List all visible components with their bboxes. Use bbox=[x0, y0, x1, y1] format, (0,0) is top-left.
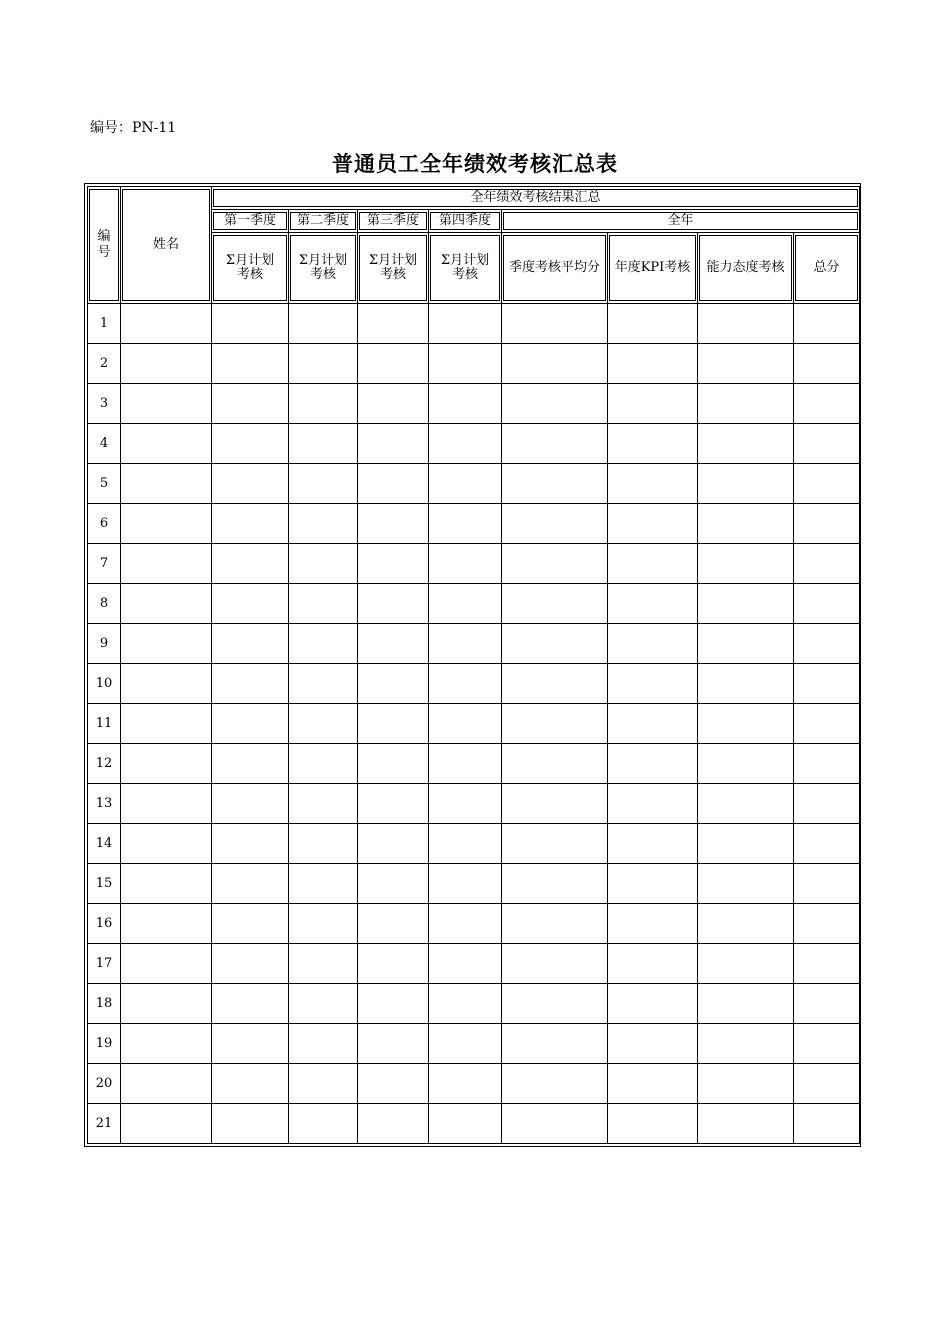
table-row bbox=[88, 384, 860, 424]
entry-cell[interactable] bbox=[608, 584, 698, 624]
entry-cell[interactable] bbox=[698, 864, 794, 904]
entry-cell[interactable] bbox=[212, 744, 289, 784]
quarter-1-sub: Σ月计划考核 bbox=[225, 253, 275, 282]
entry-cell[interactable] bbox=[794, 504, 860, 544]
row-number-cell bbox=[88, 464, 121, 504]
quarter-sub-cell bbox=[358, 233, 429, 304]
quarter-header-cell bbox=[289, 210, 358, 233]
entry-cell[interactable] bbox=[608, 464, 698, 504]
entry-cell[interactable] bbox=[429, 344, 502, 384]
entry-cell[interactable] bbox=[698, 984, 794, 1024]
entry-cell[interactable] bbox=[502, 664, 608, 704]
entry-cell[interactable] bbox=[429, 304, 502, 344]
entry-cell[interactable] bbox=[794, 384, 860, 424]
row-number-cell bbox=[88, 984, 121, 1024]
entry-cell[interactable] bbox=[698, 584, 794, 624]
entry-cell[interactable] bbox=[212, 1104, 289, 1144]
entry-cell[interactable] bbox=[121, 704, 212, 744]
entry-cell[interactable] bbox=[502, 704, 608, 744]
entry-cell[interactable] bbox=[289, 424, 358, 464]
table-row bbox=[88, 344, 860, 384]
entry-cell[interactable] bbox=[502, 784, 608, 824]
entry-cell[interactable] bbox=[289, 1024, 358, 1064]
entry-cell[interactable] bbox=[121, 464, 212, 504]
summary-table-frame bbox=[84, 183, 861, 1147]
group-header-cell bbox=[212, 187, 860, 210]
table-row bbox=[88, 784, 860, 824]
entry-cell[interactable] bbox=[358, 904, 429, 944]
entry-cell[interactable] bbox=[698, 944, 794, 984]
entry-cell[interactable] bbox=[429, 584, 502, 624]
entry-cell[interactable] bbox=[429, 1024, 502, 1064]
table-row bbox=[88, 824, 860, 864]
year-col-cell bbox=[502, 233, 608, 304]
row-number: 5 bbox=[99, 475, 109, 491]
entry-cell[interactable] bbox=[289, 504, 358, 544]
row-number-cell bbox=[88, 864, 121, 904]
entry-cell[interactable] bbox=[358, 1024, 429, 1064]
row-number: 4 bbox=[99, 435, 109, 451]
year-col-cell bbox=[794, 233, 860, 304]
entry-cell[interactable] bbox=[608, 664, 698, 704]
entry-cell[interactable] bbox=[358, 944, 429, 984]
row-number-cell bbox=[88, 944, 121, 984]
table-row bbox=[88, 1064, 860, 1104]
entry-cell[interactable] bbox=[502, 864, 608, 904]
entry-cell[interactable] bbox=[502, 824, 608, 864]
entry-cell[interactable] bbox=[358, 664, 429, 704]
entry-cell[interactable] bbox=[289, 1064, 358, 1104]
entry-cell[interactable] bbox=[608, 704, 698, 744]
entry-cell[interactable] bbox=[429, 944, 502, 984]
entry-cell[interactable] bbox=[121, 504, 212, 544]
entry-cell[interactable] bbox=[358, 784, 429, 824]
entry-cell[interactable] bbox=[502, 984, 608, 1024]
entry-cell[interactable] bbox=[698, 624, 794, 664]
entry-cell[interactable] bbox=[794, 984, 860, 1024]
quarter-header-cell bbox=[429, 210, 502, 233]
entry-cell[interactable] bbox=[212, 344, 289, 384]
full-year-header-cell bbox=[502, 210, 860, 233]
entry-cell[interactable] bbox=[212, 464, 289, 504]
row-number: 3 bbox=[99, 395, 109, 411]
entry-cell[interactable] bbox=[794, 584, 860, 624]
entry-cell[interactable] bbox=[794, 744, 860, 784]
entry-cell[interactable] bbox=[358, 1064, 429, 1104]
entry-cell[interactable] bbox=[502, 304, 608, 344]
entry-cell[interactable] bbox=[289, 864, 358, 904]
entry-cell[interactable] bbox=[289, 904, 358, 944]
entry-cell[interactable] bbox=[502, 904, 608, 944]
entry-cell[interactable] bbox=[212, 584, 289, 624]
row-number: 20 bbox=[95, 1075, 113, 1091]
entry-cell[interactable] bbox=[698, 1024, 794, 1064]
row-number: 17 bbox=[95, 955, 113, 971]
entry-cell[interactable] bbox=[212, 944, 289, 984]
row-number: 6 bbox=[99, 515, 109, 531]
entry-cell[interactable] bbox=[212, 624, 289, 664]
entry-cell[interactable] bbox=[358, 864, 429, 904]
row-number: 15 bbox=[95, 875, 113, 891]
entry-cell[interactable] bbox=[608, 1104, 698, 1144]
entry-cell[interactable] bbox=[429, 544, 502, 584]
row-number: 19 bbox=[95, 1035, 113, 1051]
entry-cell[interactable] bbox=[502, 504, 608, 544]
entry-cell[interactable] bbox=[429, 1064, 502, 1104]
entry-cell[interactable] bbox=[429, 624, 502, 664]
entry-cell[interactable] bbox=[502, 944, 608, 984]
entry-cell[interactable] bbox=[794, 1104, 860, 1144]
entry-cell[interactable] bbox=[429, 704, 502, 744]
row-number: 9 bbox=[99, 635, 109, 651]
entry-cell[interactable] bbox=[358, 624, 429, 664]
entry-cell[interactable] bbox=[794, 864, 860, 904]
row-number-cell bbox=[88, 744, 121, 784]
entry-cell[interactable] bbox=[429, 984, 502, 1024]
entry-cell[interactable] bbox=[121, 1104, 212, 1144]
entry-cell[interactable] bbox=[502, 624, 608, 664]
year-col-cell bbox=[608, 233, 698, 304]
table-row bbox=[88, 504, 860, 544]
entry-cell[interactable] bbox=[121, 384, 212, 424]
entry-cell[interactable] bbox=[502, 1064, 608, 1104]
entry-cell[interactable] bbox=[608, 904, 698, 944]
entry-cell[interactable] bbox=[358, 384, 429, 424]
table-body bbox=[88, 304, 860, 1144]
entry-cell[interactable] bbox=[358, 744, 429, 784]
entry-cell[interactable] bbox=[358, 824, 429, 864]
entry-cell[interactable] bbox=[698, 344, 794, 384]
entry-cell[interactable] bbox=[794, 464, 860, 504]
entry-cell[interactable] bbox=[698, 704, 794, 744]
entry-cell[interactable] bbox=[358, 424, 429, 464]
table-row bbox=[88, 904, 860, 944]
entry-cell[interactable] bbox=[429, 784, 502, 824]
entry-cell[interactable] bbox=[608, 984, 698, 1024]
row-number-cell bbox=[88, 304, 121, 344]
table-row bbox=[88, 584, 860, 624]
entry-cell[interactable] bbox=[121, 784, 212, 824]
entry-cell[interactable] bbox=[429, 504, 502, 544]
quarter-sub-cell bbox=[212, 233, 289, 304]
entry-cell[interactable] bbox=[121, 984, 212, 1024]
entry-cell[interactable] bbox=[212, 984, 289, 1024]
table-row bbox=[88, 424, 860, 464]
entry-cell[interactable] bbox=[289, 584, 358, 624]
row-number-cell bbox=[88, 504, 121, 544]
entry-cell[interactable] bbox=[502, 744, 608, 784]
entry-cell[interactable] bbox=[429, 824, 502, 864]
quarter-header-cell bbox=[358, 210, 429, 233]
entry-cell[interactable] bbox=[502, 1024, 608, 1064]
year-col-average: 季度考核平均分 bbox=[508, 260, 600, 275]
entry-cell[interactable] bbox=[429, 464, 502, 504]
entry-cell[interactable] bbox=[794, 624, 860, 664]
entry-cell[interactable] bbox=[121, 864, 212, 904]
entry-cell[interactable] bbox=[289, 464, 358, 504]
table-row bbox=[88, 984, 860, 1024]
entry-cell[interactable] bbox=[429, 664, 502, 704]
entry-cell[interactable] bbox=[358, 504, 429, 544]
entry-cell[interactable] bbox=[289, 824, 358, 864]
quarter-2-sub: Σ月计划考核 bbox=[298, 253, 348, 282]
row-number: 18 bbox=[95, 995, 113, 1011]
row-number-cell bbox=[88, 344, 121, 384]
table-row bbox=[88, 544, 860, 584]
entry-cell[interactable] bbox=[698, 664, 794, 704]
entry-cell[interactable] bbox=[794, 304, 860, 344]
row-number: 1 bbox=[99, 315, 109, 331]
entry-cell[interactable] bbox=[358, 464, 429, 504]
entry-cell[interactable] bbox=[608, 784, 698, 824]
entry-cell[interactable] bbox=[289, 664, 358, 704]
entry-cell[interactable] bbox=[698, 824, 794, 864]
entry-cell[interactable] bbox=[608, 384, 698, 424]
entry-cell[interactable] bbox=[212, 304, 289, 344]
entry-cell[interactable] bbox=[358, 544, 429, 584]
entry-cell[interactable] bbox=[608, 504, 698, 544]
row-number: 13 bbox=[95, 795, 113, 811]
entry-cell[interactable] bbox=[212, 544, 289, 584]
entry-cell[interactable] bbox=[608, 1024, 698, 1064]
row-number: 12 bbox=[95, 755, 113, 771]
row-number-cell bbox=[88, 384, 121, 424]
entry-cell[interactable] bbox=[794, 544, 860, 584]
entry-cell[interactable] bbox=[289, 544, 358, 584]
row-number-cell bbox=[88, 824, 121, 864]
table-row bbox=[88, 864, 860, 904]
entry-cell[interactable] bbox=[794, 704, 860, 744]
entry-cell[interactable] bbox=[212, 384, 289, 424]
entry-cell[interactable] bbox=[212, 664, 289, 704]
year-col-cell bbox=[698, 233, 794, 304]
row-number-cell bbox=[88, 424, 121, 464]
entry-cell[interactable] bbox=[121, 664, 212, 704]
row-number-cell bbox=[88, 544, 121, 584]
year-col-attitude: 能力态度考核 bbox=[706, 260, 785, 275]
entry-cell[interactable] bbox=[502, 1104, 608, 1144]
entry-cell[interactable] bbox=[429, 744, 502, 784]
entry-cell[interactable] bbox=[121, 1024, 212, 1064]
entry-cell[interactable] bbox=[794, 1024, 860, 1064]
entry-cell[interactable] bbox=[794, 424, 860, 464]
entry-cell[interactable] bbox=[212, 504, 289, 544]
entry-cell[interactable] bbox=[212, 824, 289, 864]
entry-cell[interactable] bbox=[502, 544, 608, 584]
entry-cell[interactable] bbox=[121, 824, 212, 864]
row-number-cell bbox=[88, 624, 121, 664]
table-row bbox=[88, 1024, 860, 1064]
entry-cell[interactable] bbox=[608, 544, 698, 584]
entry-cell[interactable] bbox=[502, 584, 608, 624]
entry-cell[interactable] bbox=[121, 544, 212, 584]
entry-cell[interactable] bbox=[502, 384, 608, 424]
entry-cell[interactable] bbox=[608, 744, 698, 784]
entry-cell[interactable] bbox=[698, 424, 794, 464]
entry-cell[interactable] bbox=[698, 1064, 794, 1104]
entry-cell[interactable] bbox=[608, 344, 698, 384]
name-header-cell bbox=[121, 187, 212, 304]
row-number: 11 bbox=[95, 715, 113, 731]
entry-cell[interactable] bbox=[429, 384, 502, 424]
entry-cell[interactable] bbox=[698, 304, 794, 344]
entry-cell[interactable] bbox=[212, 424, 289, 464]
entry-cell[interactable] bbox=[794, 344, 860, 384]
entry-cell[interactable] bbox=[212, 1024, 289, 1064]
entry-cell[interactable] bbox=[289, 944, 358, 984]
row-number: 21 bbox=[95, 1115, 113, 1131]
entry-cell[interactable] bbox=[794, 824, 860, 864]
entry-cell[interactable] bbox=[429, 864, 502, 904]
row-number-cell bbox=[88, 584, 121, 624]
entry-cell[interactable] bbox=[794, 1064, 860, 1104]
entry-cell[interactable] bbox=[212, 904, 289, 944]
year-col-total: 总分 bbox=[813, 260, 840, 275]
number-header-cell bbox=[88, 187, 121, 304]
entry-cell[interactable] bbox=[794, 784, 860, 824]
entry-cell[interactable] bbox=[698, 504, 794, 544]
entry-cell[interactable] bbox=[121, 904, 212, 944]
entry-cell[interactable] bbox=[429, 904, 502, 944]
entry-cell[interactable] bbox=[212, 1064, 289, 1104]
table-row bbox=[88, 744, 860, 784]
entry-cell[interactable] bbox=[121, 744, 212, 784]
entry-cell[interactable] bbox=[289, 744, 358, 784]
row-number-cell bbox=[88, 1064, 121, 1104]
entry-cell[interactable] bbox=[698, 784, 794, 824]
table-row bbox=[88, 624, 860, 664]
entry-cell[interactable] bbox=[289, 624, 358, 664]
row-number: 16 bbox=[95, 915, 113, 931]
row-number: 7 bbox=[99, 555, 109, 571]
row-number: 14 bbox=[95, 835, 113, 851]
row-number: 10 bbox=[95, 675, 113, 691]
entry-cell[interactable] bbox=[289, 304, 358, 344]
entry-cell[interactable] bbox=[121, 424, 212, 464]
entry-cell[interactable] bbox=[698, 464, 794, 504]
entry-cell[interactable] bbox=[608, 824, 698, 864]
row-number-cell bbox=[88, 784, 121, 824]
row-number: 8 bbox=[99, 595, 109, 611]
row-number-cell bbox=[88, 664, 121, 704]
entry-cell[interactable] bbox=[698, 384, 794, 424]
quarter-3-header: 第三季度 bbox=[366, 213, 419, 228]
quarter-sub-cell bbox=[429, 233, 502, 304]
entry-cell[interactable] bbox=[358, 984, 429, 1024]
entry-cell[interactable] bbox=[698, 904, 794, 944]
summary-table bbox=[87, 186, 860, 1144]
page-title: 普通员工全年绩效考核汇总表 bbox=[332, 151, 618, 176]
entry-cell[interactable] bbox=[502, 464, 608, 504]
entry-cell[interactable] bbox=[794, 904, 860, 944]
entry-cell[interactable] bbox=[212, 864, 289, 904]
entry-cell[interactable] bbox=[608, 624, 698, 664]
entry-cell[interactable] bbox=[358, 584, 429, 624]
table-row bbox=[88, 464, 860, 504]
document-code: 编号：PN-11 bbox=[90, 120, 177, 136]
entry-cell[interactable] bbox=[698, 1104, 794, 1144]
entry-cell[interactable] bbox=[698, 744, 794, 784]
quarter-header-cell bbox=[212, 210, 289, 233]
entry-cell[interactable] bbox=[121, 624, 212, 664]
entry-cell[interactable] bbox=[794, 664, 860, 704]
table-row bbox=[88, 1104, 860, 1144]
entry-cell[interactable] bbox=[429, 424, 502, 464]
group-header: 全年绩效考核结果汇总 bbox=[470, 190, 601, 205]
entry-cell[interactable] bbox=[289, 344, 358, 384]
entry-cell[interactable] bbox=[502, 424, 608, 464]
table-row bbox=[88, 664, 860, 704]
quarter-4-sub: Σ月计划考核 bbox=[440, 253, 490, 282]
entry-cell[interactable] bbox=[289, 784, 358, 824]
entry-cell[interactable] bbox=[608, 424, 698, 464]
entry-cell[interactable] bbox=[698, 544, 794, 584]
entry-cell[interactable] bbox=[429, 1104, 502, 1144]
entry-cell[interactable] bbox=[358, 1104, 429, 1144]
row-number-cell bbox=[88, 1104, 121, 1144]
table-row bbox=[88, 304, 860, 344]
entry-cell[interactable] bbox=[358, 344, 429, 384]
table-row bbox=[88, 704, 860, 744]
entry-cell[interactable] bbox=[121, 944, 212, 984]
row-number-cell bbox=[88, 904, 121, 944]
entry-cell[interactable] bbox=[502, 344, 608, 384]
entry-cell[interactable] bbox=[289, 384, 358, 424]
entry-cell[interactable] bbox=[212, 704, 289, 744]
quarter-4-header: 第四季度 bbox=[438, 213, 491, 228]
row-number-cell bbox=[88, 1024, 121, 1064]
entry-cell[interactable] bbox=[289, 704, 358, 744]
full-year-header: 全年 bbox=[667, 213, 694, 228]
quarter-1-header: 第一季度 bbox=[223, 213, 276, 228]
entry-cell[interactable] bbox=[121, 344, 212, 384]
entry-cell[interactable] bbox=[121, 304, 212, 344]
entry-cell[interactable] bbox=[358, 704, 429, 744]
entry-cell[interactable] bbox=[212, 784, 289, 824]
entry-cell[interactable] bbox=[289, 1104, 358, 1144]
row-number-cell bbox=[88, 704, 121, 744]
table-row bbox=[88, 944, 860, 984]
quarter-3-sub: Σ月计划考核 bbox=[368, 253, 418, 282]
entry-cell[interactable] bbox=[121, 584, 212, 624]
year-col-kpi: 年度KPI考核 bbox=[614, 260, 691, 275]
entry-cell[interactable] bbox=[608, 944, 698, 984]
quarter-2-header: 第二季度 bbox=[296, 213, 349, 228]
entry-cell[interactable] bbox=[608, 1064, 698, 1104]
entry-cell[interactable] bbox=[289, 984, 358, 1024]
entry-cell[interactable] bbox=[608, 864, 698, 904]
entry-cell[interactable] bbox=[608, 304, 698, 344]
quarter-sub-cell bbox=[289, 233, 358, 304]
number-header: 编号 bbox=[97, 229, 111, 260]
row-number: 2 bbox=[99, 355, 109, 371]
entry-cell[interactable] bbox=[358, 304, 429, 344]
entry-cell[interactable] bbox=[794, 944, 860, 984]
entry-cell[interactable] bbox=[121, 1064, 212, 1104]
name-header: 姓名 bbox=[152, 237, 179, 252]
